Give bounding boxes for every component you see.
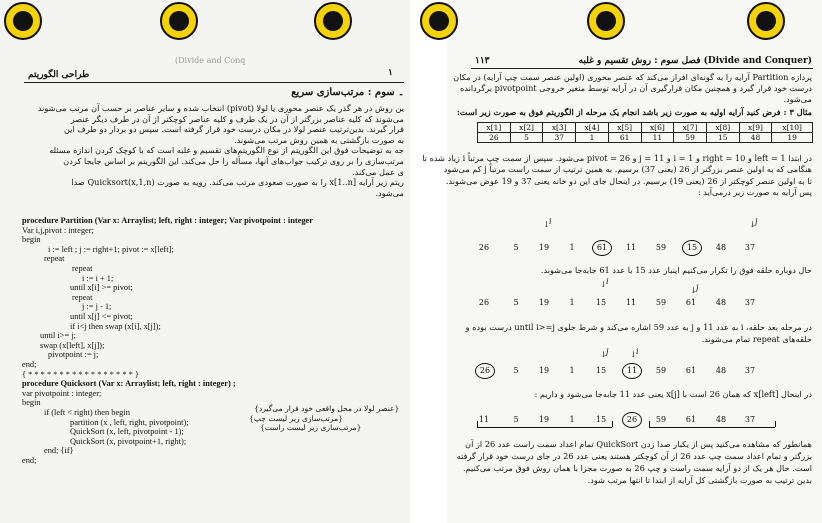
table-value-cell: 61 (608, 133, 641, 143)
code-comment: {عنصر لولا در محل واقعی خود قرار می‌گیرد} (254, 404, 400, 413)
table-header-cell: x[7] (674, 123, 707, 133)
para-line: حال دوباره حلقه فوق را تکرار می‌کنیم اینبار عدد 15 با عدد 61 جابه‌جا می‌شوند. (540, 265, 812, 275)
code-line: end; {if} (44, 446, 74, 456)
array-element: 59 (655, 298, 667, 307)
section-title: ۔ سوم : مرتب‌سازی سریع (291, 87, 404, 98)
intro-line: پردازه Partition آرایه را به گونه‌ای افراز می‌کند که عنصر محوری (اولین عنصر سمت چپ آرایه) در مکان (453, 72, 812, 82)
array-element: 15 (595, 366, 607, 375)
table-header-cell: x[8] (706, 123, 739, 133)
code-comment: {مرتب‌سازی زیر لیست چپ} (249, 413, 343, 423)
array-row-1 (447, 243, 822, 257)
code-line: var pivotpoint : integer; (22, 388, 102, 398)
para-line: در ابتدا left = 1 و right = 10 و i = 1 و j = 11 و pivot = 26 می‌شود. سپس از سمت چپ مرتباً i زیاد شده تا (422, 153, 812, 163)
array-element: 48 (715, 366, 727, 375)
array-element: 11 (478, 415, 490, 424)
array-element: 19 (538, 298, 550, 307)
code-line: repeat (44, 254, 65, 264)
watermark-logo-icon (314, 2, 352, 40)
code-line: Var i,j,pivot : integer; (22, 225, 94, 235)
array-element: 19 (538, 366, 550, 375)
array-row-2 (447, 298, 822, 312)
code-line: if (left < right) then begin (44, 408, 130, 417)
array-element: 11 (625, 298, 637, 307)
pointer-j-label: j (606, 347, 609, 356)
array-element: 37 (744, 298, 756, 307)
array-element: 26 (478, 298, 490, 307)
code-line: j := j - 1; (82, 302, 112, 312)
body-line: می‌شوند که کلیه عناصر بزرگتر از آن در یک طرف و کلیه عناصر کوچکتر از آن در طرف دیگر عنصر (70, 113, 404, 124)
table-header-cell: x[1] (478, 123, 511, 133)
code-comment: {مرتب‌سازی زیر لیست راست} (260, 423, 362, 433)
body-line: قرار گیرند. بدین‌ترتیب عنصر لولا در مکان درست خود قرار گرفته است. سپس دو بردار دو طرف این (63, 124, 404, 135)
chapter-fragment: (Divide and Conq (175, 56, 246, 65)
table-value-cell: 19 (772, 133, 813, 143)
array-element: 26 (622, 412, 642, 428)
page-gutter (410, 0, 447, 523)
para-line: است. حال هر یک از دو آرایه سمت راست و چپ 26 به صورت مجزا با همان روش فوق مرتب می‌کنیم. (462, 463, 812, 473)
bracket-tick (775, 421, 776, 427)
array-element: 59 (655, 366, 667, 375)
array-element: 61 (592, 240, 612, 256)
array-element: 48 (715, 243, 727, 252)
code-line: procedure Quicksort (Var x: Arraylist; left, right : integer) ; (22, 379, 236, 389)
body-line: به صورت بازگشتی به همین روش مرتب می‌شوند. (234, 134, 404, 145)
running-title: فصل سوم : روش تقسیم و غلبه (Divide and Conquer) (578, 56, 812, 66)
table-value-cell: 11 (641, 133, 674, 143)
bracket-tick (612, 421, 613, 427)
table-value-cell: 1 (576, 133, 609, 143)
array-element: 61 (685, 298, 697, 307)
pointer-j: ↓ (690, 286, 697, 295)
array-element: 19 (538, 243, 550, 252)
pointer-j-label: j (696, 283, 699, 292)
code-line: repeat (72, 264, 93, 273)
partition-bracket-left (477, 427, 612, 428)
right-page (422, 0, 822, 523)
watermark-logo-icon (587, 2, 625, 40)
left-page (0, 0, 410, 523)
array-element: 26 (478, 243, 490, 252)
code-line: partition (x , left, right, pivotpoint); (70, 417, 189, 427)
code-line: repeat (72, 292, 93, 302)
pointer-i: ↓ (600, 280, 607, 289)
array-element: 48 (715, 415, 727, 424)
array-element: 5 (513, 243, 519, 252)
code-line: until x[i] >= pivot; (70, 283, 133, 293)
array-element: 37 (744, 366, 756, 375)
para-line: هنگامی که به اولین عنصر بزرگتر از 26 (یعنی 37) برسیم. به همین ترتیب از سمت راست مرتباً j کم می‌شود (443, 164, 812, 175)
para-line: پس آرایه به صورت زیر درمی‌آید : (697, 186, 812, 197)
code-line: until x[j] <= pivot; (70, 312, 133, 321)
array-element: 48 (715, 298, 727, 307)
table-header-cell: x[4] (576, 123, 609, 133)
para-line: همانطور که مشاهده می‌کنید پس از یکبار صدا زدن QuickSort تمام اعداد سمت راست عدد 26 از آن (465, 439, 812, 449)
partition-bracket-right (649, 427, 775, 428)
array-element: 15 (682, 240, 702, 256)
table-value-cell: 37 (543, 133, 576, 143)
array-element: 61 (685, 366, 697, 375)
watermark-logo-icon (4, 2, 42, 40)
table-header-cell: x[2] (510, 123, 543, 133)
para-line: در مرحله بعد حلقه، i به عدد 11 و j به عدد 59 اشاره می‌کند و شرط جلوی until i>=j درست بوده و (465, 322, 812, 332)
array-table (477, 122, 813, 143)
code-line: swap (x[left], x[j]); (40, 340, 105, 350)
table-header-cell: x[6] (641, 123, 674, 133)
bracket-tick (649, 421, 650, 427)
array-element: 15 (595, 415, 607, 424)
watermark-logo-icon (747, 2, 785, 40)
header-rule (24, 82, 404, 83)
body-line: مرتب‌سازی را بر روی ترکیب جواب‌های آنها، مسأله را حل می‌کند. این الگوریتم بر اساس جایجا کردن (63, 156, 404, 166)
body-line: ین روش در هر گذر یک عنصر محوری یا لولا (pivot) انتخاب شده و سایر عناصر بر حسب آن مرتب می‌شوند (37, 103, 404, 113)
para-line: حلقه‌های repeat تمام می‌شوند. (701, 333, 812, 344)
code-line: procedure Partition (Var x: Arraylist; left, right : integer; Var pivotpoint : integer (22, 216, 313, 225)
table-value-cell: 59 (674, 133, 707, 143)
array-row-3 (447, 366, 822, 380)
array-element: 37 (744, 243, 756, 252)
para-line: بدین ترتیب به صورت بازگشتی کل آرایه از ابتدا تا انتها مرتب شود. (587, 475, 812, 485)
code-line: { * * * * * * * * * * * * * * * * * } (22, 369, 139, 379)
pointer-j-label: j (755, 217, 758, 226)
array-element: 61 (685, 415, 697, 424)
array-element: 59 (655, 415, 667, 424)
array-element: 1 (569, 243, 575, 252)
watermark-logo-icon (420, 2, 458, 40)
array-element: 1 (569, 366, 575, 375)
pointer-i: ↓ (630, 350, 637, 359)
array-element: 37 (744, 415, 756, 424)
pointer-j: ↓ (600, 350, 607, 359)
example-line: مثال ۳ : فرض کنید آرایه اولیه به صورت زیر باشد انجام یک مرحله از الگوریتم فوق به صورت زیر است: (456, 107, 812, 117)
array-element: 5 (513, 415, 519, 424)
para-line: بزرگتر و تمام اعداد سمت چپ عدد 26 از آن کوچکتر هستند یعنی عدد 26 در جای درست خود قرار گرفته (456, 451, 812, 461)
body-line: جه به توضیحات فوق این الگوریتم از نوع الگوریتم‌های تقسیم و غلبه است که با کوچک کردن اندازه مسئله (49, 145, 404, 156)
pointer-i-label: i (606, 277, 609, 286)
code-line: begin (22, 235, 41, 245)
header-rule (471, 68, 813, 69)
array-element: 15 (595, 298, 607, 307)
code-line: i := left ; j := right+1; pivot := x[left]; (48, 244, 174, 254)
array-element: 1 (569, 298, 575, 307)
code-line: QuickSort (x, left, pivotpoint - 1); (70, 427, 184, 437)
array-element: 59 (655, 243, 667, 252)
body-line: ریتم زیر آرایه x[1..n] را به صورت صعودی مرتب می‌کند. رویه به صورت Quicksort(x,1,n) صدا (71, 177, 404, 188)
array-element: 5 (513, 366, 519, 375)
code-line: i := i + 1; (82, 273, 114, 283)
array-element: 5 (513, 298, 519, 307)
page-number: ۱۱۳ (475, 56, 490, 66)
body-line: می‌شود. (375, 187, 404, 198)
table-header-cell: x[3] (543, 123, 576, 133)
pointer-i: ↓ (543, 220, 550, 229)
page-number: ۱ (388, 68, 393, 78)
code-line: end; (22, 360, 37, 369)
table-value-cell: 48 (739, 133, 772, 143)
pointer-i-label: i (636, 347, 639, 356)
code-line: end; (22, 456, 37, 465)
intro-line: درست خود قرار گیرد و همچنین مکان قرارگیری آن در آرایه توسط متغیر خروجی pivotpoint برگردانده (460, 83, 812, 93)
table-header-cell: x[9] (739, 123, 772, 133)
watermark-logo-icon (160, 2, 198, 40)
table-header-cell: x[5] (608, 123, 641, 133)
code-line: pivotpoint := j; (48, 350, 99, 360)
para-line: تا به اولین عنصر کوچکتر از 26 (یعنی 19) برسیم. در اینحال جای این دو خانه یعنی 37 و 19 عوض می‌شوند. (445, 175, 812, 186)
array-element: 19 (538, 415, 550, 424)
para-line: در اینحال x[left] که همان 26 است با x[j] یعنی عدد 11 جابه‌جا می‌شود و داریم : (534, 389, 812, 399)
intro-line: می‌شود. (783, 94, 812, 104)
array-element: 26 (475, 363, 495, 379)
code-line: begin (22, 398, 41, 408)
code-line: until i>= j; (40, 331, 76, 341)
body-line: ی عمل می‌کند. (352, 166, 404, 177)
table-value-cell: 15 (706, 133, 739, 143)
bracket-tick (477, 421, 478, 427)
pointer-i-label: i (549, 217, 552, 226)
table-value-cell: 5 (510, 133, 543, 143)
running-title: طراحی الگوریتم (28, 70, 90, 80)
table-header-cell: x[10] (772, 123, 813, 133)
code-line: QuickSort (x, pivotpoint+1, right); (70, 436, 187, 446)
array-element: 1 (569, 415, 575, 424)
table-value-cell: 26 (478, 133, 511, 143)
array-element: 11 (622, 363, 642, 379)
code-line: if i<j then swap (x[i], x[j]); (70, 321, 161, 331)
array-element: 11 (625, 243, 637, 252)
pointer-j: ↓ (749, 220, 756, 229)
